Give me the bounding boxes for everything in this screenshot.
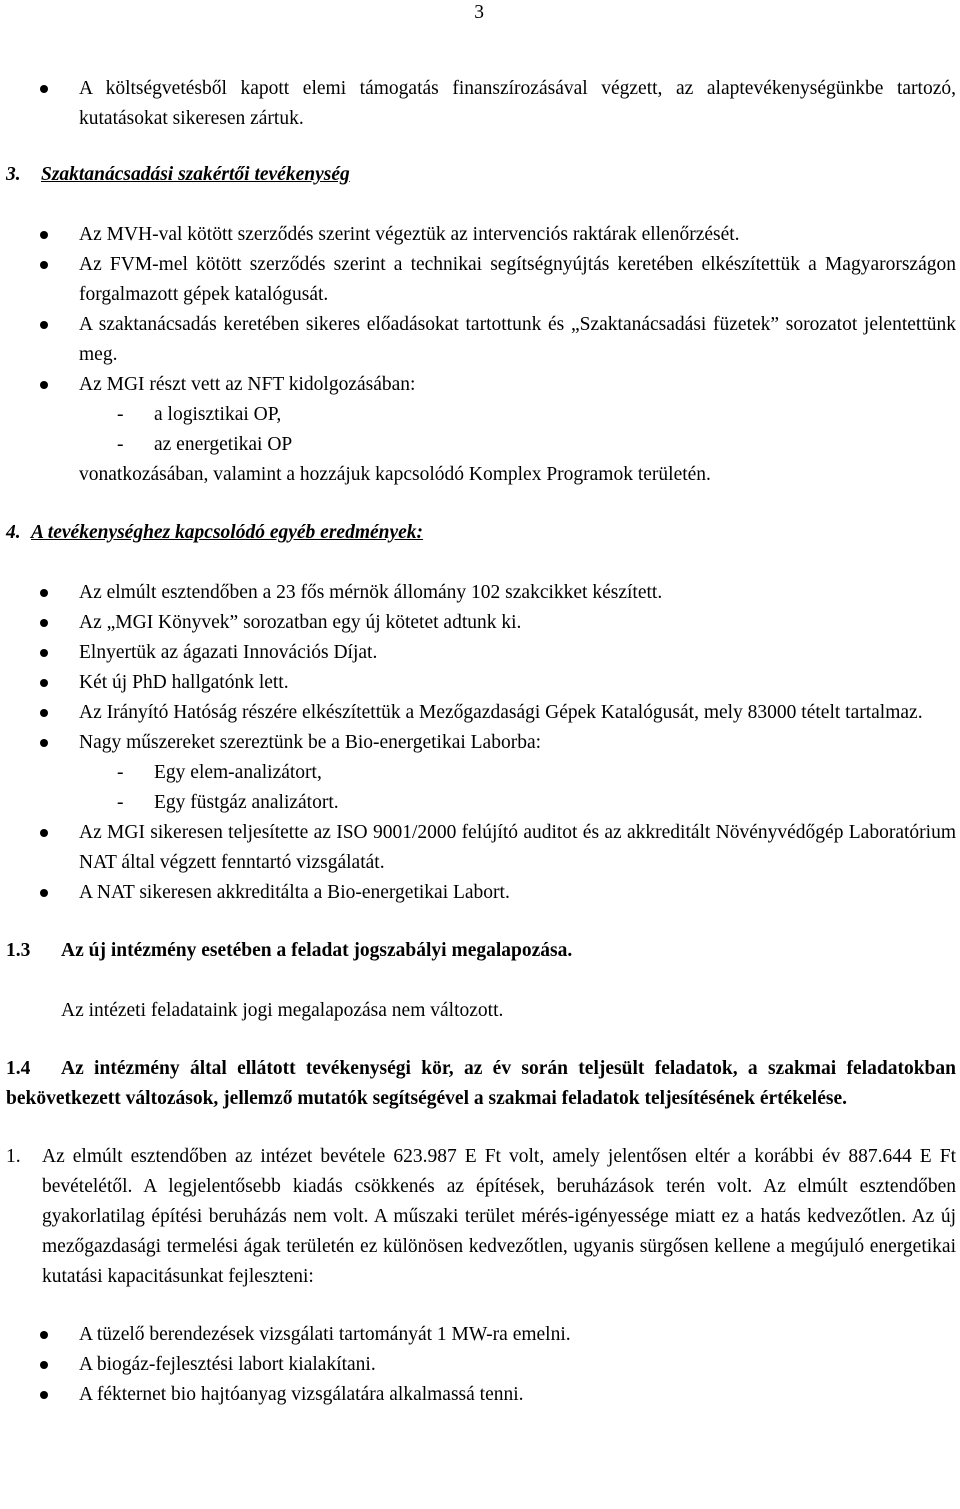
document-body <box>6 74 956 1410</box>
section-1-4-title: Az intézmény által ellátott tevékenységi kör, az év során teljesült feladatok, a szakmai feladatokban bekövetkezett változások, jellemző mutatók segítségével a szakmai feladatok teljesítésének értékelése. <box>6 1058 956 1109</box>
list-item: Az elmúlt esztendőben a 23 fős mérnök állomány 102 szakcikket készített. <box>6 578 956 608</box>
sub-item-text: az energetikai OP <box>154 434 293 455</box>
section-4-heading <box>6 518 956 548</box>
list-item: Két új PhD hallgatónk lett. <box>6 668 956 698</box>
sub-item-text: a logisztikai OP, <box>154 404 282 425</box>
section-1-3-heading <box>6 936 956 966</box>
list-item: A szaktanácsadás keretében sikeres előadásokat tartottunk és „Szaktanácsadási füzetek” sorozatot jelentettünk meg. <box>6 310 956 370</box>
section-1-4-item-1 <box>6 1142 956 1292</box>
list-item-mgi-nft <box>6 370 956 490</box>
sub-item-text: Egy füstgáz analizátort. <box>154 792 339 813</box>
section-1-4-bullet-list <box>6 1320 956 1410</box>
section-4-number: 4. <box>6 522 21 543</box>
sub-item: - a logisztikai OP, <box>117 404 282 425</box>
list-item: A költségvetésből kapott elemi támogatás finanszírozásával végzett, az alaptevékenységünkbe tartozó, kutatásokat sikeresen zártuk. <box>6 74 956 134</box>
intro-bullet-list <box>6 74 956 134</box>
section-3-title: Szaktanácsadási szakértői tevékenység <box>41 164 350 185</box>
list-item: Az Irányító Hatóság részére elkészítettük a Mezőgazdasági Gépek Katalógusát, mely 83000 tételt tartalmaz. <box>6 698 956 728</box>
section-1-3-title: Az új intézmény esetében a feladat jogszabályi megalapozása. <box>61 940 573 961</box>
list-item-text: Az MGI részt vett az NFT kidolgozásában: <box>79 374 416 395</box>
sub-item-text: Egy elem-analizátort, <box>154 762 322 783</box>
list-item: Az MVH-val kötött szerződés szerint végeztük az intervenciós raktárak ellenőrzését. <box>6 220 956 250</box>
list-item-closing: vonatkozásában, valamint a hozzájuk kapcsolódó Komplex Programok területén. <box>79 464 711 485</box>
section-3-bullet-list <box>6 220 956 490</box>
list-item: A fékternet bio hajtóanyag vizsgálatára alkalmassá tenni. <box>6 1380 956 1410</box>
section-1-3-text: Az intézeti feladataink jogi megalapozása nem változott. <box>61 1000 504 1021</box>
section-3-heading <box>6 160 956 190</box>
list-item: A tüzelő berendezések vizsgálati tartományát 1 MW-ra emelni. <box>6 1320 956 1350</box>
section-4-title: A tevékenységhez kapcsolódó egyéb eredmények: <box>31 522 424 543</box>
section-4-bullet-list <box>6 578 956 908</box>
section-1-4-heading <box>6 1054 956 1114</box>
list-item-text: Nagy műszereket szereztünk be a Bio-energetikai Laborba: <box>79 732 542 753</box>
section-1-3-number: 1.3 <box>6 940 31 961</box>
item-text: Az elmúlt esztendőben az intézet bevétele 623.987 E Ft volt, amely jelentősen eltér a korábbi év 887.644 E Ft bevételétől. A legjelentősebb kiadás csökkenés az építések, beruházások terén volt. Az elmúlt esztendőben gyakorlatilag építési beruházás nem volt. A műszaki terület mérés-igényessége miatt ez a hatás kedvezőtlen. Az új mezőgazdasági termelési ágak területén ez különösen kedvezőtlen, ugyanis sürgősen kellene a megújuló energetikai kutatási kapacitásunkat fejleszteni: <box>42 1146 956 1287</box>
section-1-4-number: 1.4 <box>6 1058 31 1079</box>
list-item: Az FVM-mel kötött szerződés szerint a technikai segítségnyújtás keretében elkészítettük a Magyarországon forgalmazott gépek katalógusát. <box>6 250 956 310</box>
list-item: Elnyertük az ágazati Innovációs Díjat. <box>6 638 956 668</box>
list-item: Az „MGI Könyvek” sorozatban egy új kötetet adtunk ki. <box>6 608 956 638</box>
sub-item: - az energetikai OP <box>117 434 293 455</box>
item-number: 1. <box>6 1146 21 1167</box>
page-number: 3 <box>474 2 484 23</box>
sub-item: - Egy elem-analizátort, <box>117 762 322 783</box>
section-3-number: 3. <box>6 164 21 185</box>
sub-item: - Egy füstgáz analizátort. <box>117 792 339 813</box>
list-item-instruments <box>6 728 956 818</box>
list-item: Az MGI sikeresen teljesítette az ISO 9001/2000 felújító auditot és az akkreditált Növényvédőgép Laboratórium NAT által végzett fenntartó vizsgálatát. <box>6 818 956 878</box>
list-item: A biogáz-fejlesztési labort kialakítani. <box>6 1350 956 1380</box>
list-item: A NAT sikeresen akkreditálta a Bio-energetikai Labort. <box>6 878 956 908</box>
